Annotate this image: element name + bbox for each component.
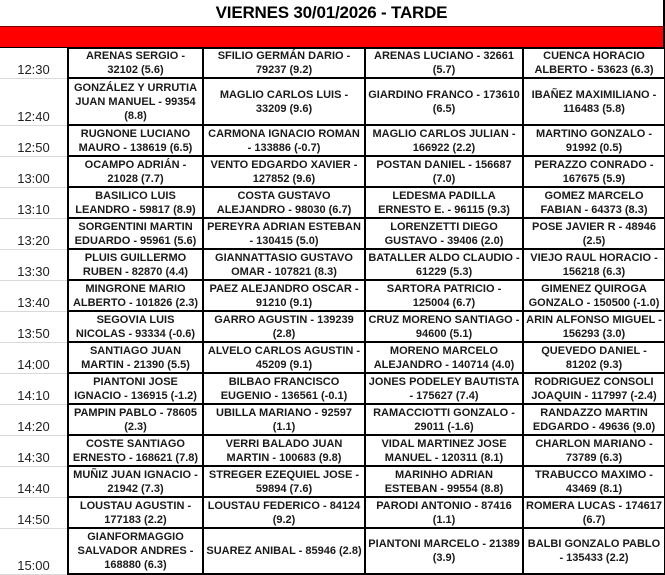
player-cell: MORENO MARCELO ALEJANDRO - 140714 (4.0) [365,342,523,373]
player-cell: BALBI GONZALO PABLO - 135433 (2.2) [523,528,665,574]
time-cell: 14:50 [0,497,68,528]
table-row [0,528,665,574]
player-cell: UBILLA MARIANO - 92597 (1.1) [203,404,365,435]
table-row [0,125,665,156]
page-title: VIERNES 30/01/2026 - TARDE [0,0,665,26]
player-cell: GOMEZ MARCELO FABIAN - 64373 (8.3) [523,187,665,218]
player-cell: PAMPIN PABLO - 78605 (2.3) [68,404,203,435]
table-row [0,404,665,435]
player-cell: TRABUCCO MAXIMO - 43469 (8.1) [523,466,665,497]
player-cell: SEGOVIA LUIS NICOLAS - 93334 (-0.6) [68,311,203,342]
player-cell: BATALLER ALDO CLAUDIO - 61229 (5.3) [365,249,523,280]
time-cell: 13:10 [0,187,68,218]
player-cell: PARODI ANTONIO - 87416 (1.1) [365,497,523,528]
time-cell: 14:40 [0,466,68,497]
table-row [0,187,665,218]
player-cell: SORGENTINI MARTIN EDUARDO - 95961 (5.6) [68,218,203,249]
table-row [0,497,665,528]
table-row [0,249,665,280]
table-row [0,342,665,373]
time-cell: 13:40 [0,280,68,311]
player-cell: PEREYRA ADRIAN ESTEBAN - 130415 (5.0) [203,218,365,249]
player-cell: BILBAO FRANCISCO EUGENIO - 136561 (-0.1) [203,373,365,404]
table-row [0,435,665,466]
player-cell: ARENAS SERGIO - 32102 (5.6) [68,48,203,78]
player-cell: SFILIO GERMÁN DARIO - 79237 (9.2) [203,48,365,78]
player-cell: PERAZZO CONRADO - 167675 (5.9) [523,156,665,187]
player-cell: SARTORA PATRICIO - 125004 (6.7) [365,280,523,311]
time-cell: 12:40 [0,78,68,125]
player-cell: IBAÑEZ MAXIMILIANO - 116483 (5.8) [523,78,665,125]
player-cell: OCAMPO ADRIÁN - 21028 (7.7) [68,156,203,187]
player-cell: LOUSTAU FEDERICO - 84124 (9.2) [203,497,365,528]
player-cell: POSE JAVIER R - 48946 (2.5) [523,218,665,249]
table-row [0,78,665,125]
player-cell: GARRO AGUSTIN - 139239 (2.8) [203,311,365,342]
time-cell: 13:00 [0,156,68,187]
player-cell: PAEZ ALEJANDRO OSCAR - 91210 (9.1) [203,280,365,311]
time-cell: 15:00 [0,528,68,574]
player-cell: MAGLIO CARLOS LUIS - 33209 (9.6) [203,78,365,125]
header-red-bar [0,26,665,48]
player-cell: VIEJO RAUL HORACIO - 156218 (6.3) [523,249,665,280]
player-cell: VERRI BALADO JUAN MARTIN - 100683 (9.8) [203,435,365,466]
table-row [0,156,665,187]
player-cell: CUENCA HORACIO ALBERTO - 53623 (6.3) [523,48,665,78]
player-cell: COSTA GUSTAVO ALEJANDRO - 98030 (6.7) [203,187,365,218]
player-cell: ARIN ALFONSO MIGUEL - 156293 (3.0) [523,311,665,342]
player-cell: MARTINO GONZALO - 91992 (0.5) [523,125,665,156]
table-row [0,373,665,404]
player-cell: COSTE SANTIAGO ERNESTO - 168621 (7.8) [68,435,203,466]
player-cell: RODRIGUEZ CONSOLI JOAQUIN - 117997 (-2.4) [523,373,665,404]
player-cell: POSTAN DANIEL - 156687 (7.0) [365,156,523,187]
time-cell: 13:50 [0,311,68,342]
schedule-table [0,47,665,575]
player-cell: MINGRONE MARIO ALBERTO - 101826 (2.3) [68,280,203,311]
player-cell: MARINHO ADRIAN ESTEBAN - 99554 (8.8) [365,466,523,497]
player-cell: SUAREZ ANIBAL - 85946 (2.8) [203,528,365,574]
player-cell: LOUSTAU AGUSTIN - 177183 (2.2) [68,497,203,528]
player-cell: CHARLON MARIANO - 73789 (6.3) [523,435,665,466]
time-cell: 13:30 [0,249,68,280]
player-cell: BASILICO LUIS LEANDRO - 59817 (8.9) [68,187,203,218]
time-cell: 13:20 [0,218,68,249]
player-cell: GIARDINO FRANCO - 173610 (6.5) [365,78,523,125]
table-row [0,48,665,78]
time-cell: 14:30 [0,435,68,466]
player-cell: MAGLIO CARLOS JULIAN - 166922 (2.2) [365,125,523,156]
table-row [0,280,665,311]
player-cell: SANTIAGO JUAN MARTIN - 21390 (5.5) [68,342,203,373]
player-cell: JONES PODELEY BAUTISTA - 175627 (7.4) [365,373,523,404]
time-cell: 12:30 [0,48,68,78]
player-cell: PIANTONI JOSE IGNACIO - 136915 (-1.2) [68,373,203,404]
player-cell: GONZÁLEZ Y URRUTIA JUAN MANUEL - 99354 (8.8) [68,78,203,125]
player-cell: RUGNONE LUCIANO MAURO - 138619 (6.5) [68,125,203,156]
time-cell: 12:50 [0,125,68,156]
player-cell: LEDESMA PADILLA ERNESTO E. - 96115 (9.3) [365,187,523,218]
table-row [0,466,665,497]
table-row [0,311,665,342]
table-row [0,218,665,249]
player-cell: CRUZ MORENO SANTIAGO - 94600 (5.1) [365,311,523,342]
player-cell: PLUIS GUILLERMO RUBEN - 82870 (4.4) [68,249,203,280]
player-cell: GIMENEZ QUIROGA GONZALO - 150500 (-1.0) [523,280,665,311]
player-cell: QUEVEDO DANIEL - 81202 (9.3) [523,342,665,373]
player-cell: PIANTONI MARCELO - 21389 (3.9) [365,528,523,574]
player-cell: VIDAL MARTINEZ JOSE MANUEL - 120311 (8.1) [365,435,523,466]
player-cell: ALVELO CARLOS AGUSTIN - 45209 (9.1) [203,342,365,373]
player-cell: RAMACCIOTTI GONZALO - 29011 (-1.6) [365,404,523,435]
player-cell: MUÑIZ JUAN IGNACIO - 21942 (7.3) [68,466,203,497]
time-cell: 14:20 [0,404,68,435]
time-cell: 14:10 [0,373,68,404]
player-cell: LORENZETTI DIEGO GUSTAVO - 39406 (2.0) [365,218,523,249]
time-cell: 14:00 [0,342,68,373]
player-cell: ROMERA LUCAS - 174617 (6.7) [523,497,665,528]
player-cell: ARENAS LUCIANO - 32661 (5.7) [365,48,523,78]
player-cell: RANDAZZO MARTIN EDGARDO - 49636 (9.0) [523,404,665,435]
player-cell: STREGER EZEQUIEL JOSE - 59894 (7.6) [203,466,365,497]
player-cell: GIANNATTASIO GUSTAVO OMAR - 107821 (8.3) [203,249,365,280]
player-cell: VENTO EDGARDO XAVIER - 127852 (9.6) [203,156,365,187]
player-cell: GIANFORMAGGIO SALVADOR ANDRES - 168880 (6.3) [68,528,203,574]
player-cell: CARMONA IGNACIO ROMAN - 133886 (-0.7) [203,125,365,156]
